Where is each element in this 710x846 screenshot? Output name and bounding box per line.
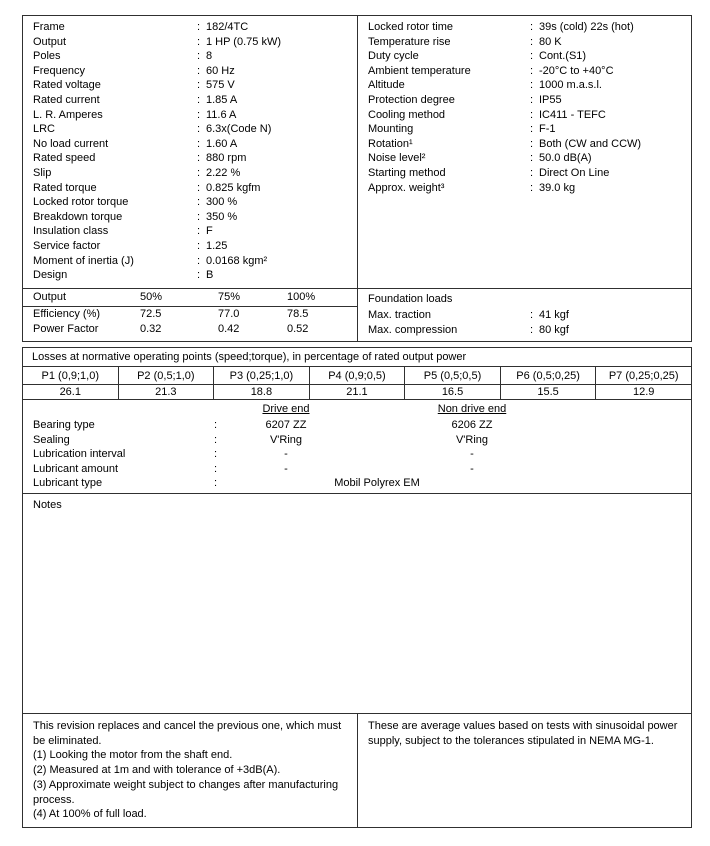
colon: :: [530, 79, 534, 92]
spec-row-lr-amperes: [33, 108, 357, 123]
spec-value: Both (CW and CCW): [539, 137, 642, 150]
spec-row-rated-voltage: [33, 78, 357, 93]
row-label: Sealing: [33, 433, 70, 446]
footer-notes-section: [22, 713, 692, 828]
spec-row-protection-degree: [368, 93, 691, 108]
colon: :: [530, 123, 534, 136]
foundation-loads-title: Foundation loads: [368, 293, 453, 305]
spec-value: 1000 m.a.s.l.: [539, 79, 602, 92]
colon: :: [530, 181, 534, 194]
lubrication-interval-nondrive: -: [470, 448, 474, 461]
performance-foundation-section: [22, 288, 692, 342]
efficiency-row: [23, 307, 357, 322]
spacer: [33, 402, 214, 418]
colon: :: [214, 477, 218, 490]
colon: :: [197, 79, 201, 92]
row-label: Lubrication interval: [33, 448, 126, 461]
spec-row-frame: [33, 20, 357, 35]
row-label: Power Factor: [33, 322, 99, 335]
spec-row-starting-method: [368, 166, 691, 181]
spec-row-cooling-method: [368, 108, 691, 123]
spec-label: Rotation¹: [368, 137, 413, 150]
losses-value-p1: 26.1: [23, 385, 119, 400]
bearing-type-nondrive: 6206 ZZ: [451, 419, 493, 431]
sealing-nondrive: V'Ring: [455, 433, 489, 446]
specs-left-column: [23, 16, 358, 288]
losses-value-p5: 16.5: [405, 385, 501, 400]
footnote-1: (1) Looking the motor from the shaft end.: [33, 749, 233, 762]
lubricant-type-value: Mobil Polyrex EM: [334, 477, 420, 490]
spec-value: 39s (cold) 22s (hot): [539, 21, 634, 33]
losses-value-p6: 15.5: [500, 385, 596, 400]
footnote-2: (2) Measured at 1m and with tolerance of +3dB(A).: [33, 764, 281, 777]
notes-title: Notes: [33, 499, 62, 511]
spec-value: 0.0168 kgm²: [206, 254, 268, 267]
colon: :: [197, 239, 201, 252]
spec-label: Duty cycle: [368, 50, 419, 63]
spec-label: Moment of inertia (J): [33, 254, 134, 267]
efficiency-50: 72.5: [140, 308, 162, 320]
colon: :: [197, 21, 201, 33]
losses-table: [22, 347, 692, 400]
colon: :: [214, 448, 218, 461]
losses-values-row: [23, 385, 692, 400]
spec-label: Starting method: [368, 166, 446, 179]
spec-label: Approx. weight³: [368, 181, 445, 194]
spec-value: 182/4TC: [206, 21, 249, 33]
drive-end-header: Drive end: [262, 403, 310, 415]
spacer: [608, 433, 691, 448]
lubrication-interval-row: [33, 447, 691, 462]
spec-value: 1.60 A: [206, 137, 238, 150]
spec-value: 300 %: [206, 196, 238, 209]
losses-header-p1: P1 (0,9;1,0): [23, 367, 119, 385]
spec-value: IP55: [539, 93, 562, 106]
spacer: [608, 402, 691, 418]
bearing-type-row: [33, 418, 691, 433]
spec-row-temperature-rise: [368, 35, 691, 50]
spec-row-poles: [33, 49, 357, 64]
lubricant-type-row: [33, 476, 691, 491]
spec-label: L. R. Amperes: [33, 108, 103, 121]
colon: :: [530, 64, 534, 77]
row-label: Lubricant type: [33, 477, 103, 490]
spec-value: -20°C to +40°C: [539, 64, 614, 77]
spec-value: 1 HP (0.75 kW): [206, 35, 281, 48]
losses-value-p4: 21.1: [309, 385, 405, 400]
spec-value: IC411 - TEFC: [539, 108, 606, 121]
spec-row-insulation-class: [33, 224, 357, 239]
colon: :: [214, 419, 218, 431]
performance-header-100: 100%: [287, 291, 316, 303]
row-label: Lubricant amount: [33, 462, 118, 475]
bearings-header-row: [33, 402, 691, 418]
losses-header-p6: P6 (0,5;0,25): [500, 367, 596, 385]
colon: :: [197, 64, 201, 77]
spec-value: 50.0 dB(A): [539, 152, 592, 165]
spec-value: Cont.(S1): [539, 50, 587, 63]
colon: :: [197, 123, 201, 136]
colon: :: [197, 210, 201, 223]
colon: :: [197, 196, 201, 209]
spec-row-no-load-current: [33, 137, 357, 152]
spec-row-mounting: [368, 122, 691, 137]
lubricant-amount-nondrive: -: [470, 462, 474, 475]
spec-value: 350 %: [206, 210, 238, 223]
spacer: [214, 402, 236, 418]
spec-row-approx-weight: [368, 181, 691, 196]
colon: :: [197, 108, 201, 121]
colon: :: [197, 225, 201, 238]
power-factor-row: [23, 322, 357, 337]
colon: :: [197, 181, 201, 194]
row-label: Efficiency (%): [33, 308, 101, 320]
spacer: [608, 447, 691, 462]
spec-row-moment-of-inertia: [33, 254, 357, 269]
spec-row-rated-speed: [33, 151, 357, 166]
colon: :: [530, 108, 534, 121]
spec-label: Rated current: [33, 93, 100, 106]
spec-label: Frame: [33, 21, 65, 33]
spec-label: Breakdown torque: [33, 210, 123, 223]
power-factor-50: 0.32: [140, 322, 162, 335]
losses-header-p4: P4 (0,9;0,5): [309, 367, 405, 385]
spec-row-rated-current: [33, 93, 357, 108]
spec-value: 1.25: [206, 239, 228, 252]
spec-row-locked-rotor-time: [368, 20, 691, 35]
spec-label: No load current: [33, 137, 109, 150]
colon: :: [197, 137, 201, 150]
efficiency-100: 78.5: [287, 308, 309, 320]
lubricant-amount-row: [33, 462, 691, 477]
losses-header-p5: P5 (0,5;0,5): [405, 367, 501, 385]
spec-row-locked-rotor-torque: [33, 195, 357, 210]
colon: :: [197, 50, 201, 63]
spec-label: Rated torque: [33, 181, 97, 194]
spec-label: Mounting: [368, 123, 414, 136]
losses-title-row: [23, 348, 692, 367]
power-factor-75: 0.42: [218, 322, 240, 335]
row-value: 80 kgf: [539, 323, 569, 336]
tolerance-note: These are average values based on tests with sinusoidal power supply, subject to the tolerances stipulated in NEMA MG-1.: [368, 720, 678, 747]
spec-label: Locked rotor time: [368, 21, 453, 33]
colon: :: [530, 21, 534, 33]
spec-label: Rated speed: [33, 152, 96, 165]
spec-value: F-1: [539, 123, 556, 136]
spec-label: Cooling method: [368, 108, 446, 121]
spec-value: 60 Hz: [206, 64, 235, 77]
spec-row-output: [33, 35, 357, 50]
losses-value-p3: 18.8: [214, 385, 310, 400]
spec-value: 880 rpm: [206, 152, 247, 165]
lubricant-amount-drive: -: [284, 462, 288, 475]
spec-label: Poles: [33, 50, 61, 63]
footer-left-notes: [23, 714, 358, 827]
colon: :: [197, 93, 201, 106]
losses-header-p3: P3 (0,25;1,0): [214, 367, 310, 385]
spec-row-lrc: [33, 122, 357, 137]
spec-value: Direct On Line: [539, 166, 610, 179]
power-factor-100: 0.52: [287, 322, 309, 335]
spec-value: B: [206, 269, 214, 282]
spec-label: LRC: [33, 123, 56, 136]
losses-header-p2: P2 (0,5;1,0): [118, 367, 214, 385]
losses-header-p7: P7 (0,25;0,25): [596, 367, 692, 385]
performance-header-row: [23, 289, 357, 307]
row-label: Max. compression: [368, 323, 458, 336]
spacer: [608, 462, 691, 477]
colon: :: [197, 254, 201, 267]
spec-label: Ambient temperature: [368, 64, 471, 77]
spec-label: Temperature rise: [368, 35, 451, 48]
spec-row-design: [33, 268, 357, 283]
lubrication-interval-drive: -: [284, 448, 288, 461]
performance-header-label: Output: [33, 291, 67, 303]
colon: :: [530, 323, 534, 336]
spacer: [608, 476, 691, 491]
non-drive-end-header: Non drive end: [437, 403, 507, 415]
colon: :: [530, 50, 534, 63]
notes-section: [22, 493, 692, 714]
colon: :: [530, 152, 534, 165]
sealing-drive: V'Ring: [269, 433, 303, 446]
footer-right-note: [358, 714, 691, 827]
performance-header-50: 50%: [140, 291, 163, 303]
spec-label: Design: [33, 269, 68, 282]
spec-row-service-factor: [33, 239, 357, 254]
spec-row-altitude: [368, 78, 691, 93]
spec-row-frequency: [33, 64, 357, 79]
spec-label: Output: [33, 35, 67, 48]
spec-value: 80 K: [539, 35, 562, 48]
spec-value: F: [206, 225, 213, 238]
colon: :: [530, 137, 534, 150]
spec-value: 2.22 %: [206, 166, 241, 179]
colon: :: [197, 35, 201, 48]
colon: :: [197, 166, 201, 179]
colon: :: [214, 433, 218, 446]
spec-row-rotation: [368, 137, 691, 152]
sealing-row: [33, 433, 691, 448]
performance-table: [23, 289, 358, 341]
spec-row-rated-torque: [33, 181, 357, 196]
row-label: Bearing type: [33, 419, 95, 431]
row-label: Max. traction: [368, 309, 431, 321]
spec-value: 1.85 A: [206, 93, 238, 106]
spec-value: 11.6 A: [206, 108, 237, 121]
spec-label: Frequency: [33, 64, 85, 77]
colon: :: [197, 269, 201, 282]
losses-value-p2: 21.3: [118, 385, 214, 400]
colon: :: [530, 309, 534, 321]
foundation-loads: [358, 289, 691, 341]
colon: :: [530, 35, 534, 48]
bearings-section: [22, 399, 692, 494]
spec-row-breakdown-torque: [33, 210, 357, 225]
efficiency-75: 77.0: [218, 308, 240, 320]
performance-header-75: 75%: [218, 291, 241, 303]
spec-row-slip: [33, 166, 357, 181]
spec-row-duty-cycle: [368, 49, 691, 64]
spec-label: Rated voltage: [33, 79, 101, 92]
colon: :: [197, 152, 201, 165]
losses-value-p7: 12.9: [596, 385, 692, 400]
spec-value: 0.825 kgfm: [206, 181, 261, 194]
spec-label: Slip: [33, 166, 52, 179]
colon: :: [530, 93, 534, 106]
spec-label: Service factor: [33, 239, 101, 252]
spec-label: Locked rotor torque: [33, 196, 129, 209]
spec-row-noise-level: [368, 151, 691, 166]
footnote-4: (4) At 100% of full load.: [33, 808, 147, 821]
bearing-type-drive: 6207 ZZ: [265, 419, 307, 431]
spec-value: 8: [206, 50, 213, 63]
colon: :: [214, 462, 218, 475]
spec-row-ambient-temperature: [368, 64, 691, 79]
row-value: 41 kgf: [539, 309, 569, 321]
spacer: [608, 418, 691, 433]
spec-label: Insulation class: [33, 225, 109, 238]
spec-value: 6.3x(Code N): [206, 123, 272, 136]
footnote-3: (3) Approximate weight subject to changes after manufacturing process.: [33, 778, 339, 806]
max-traction-row: [368, 308, 691, 323]
colon: :: [530, 166, 534, 179]
spec-label: Protection degree: [368, 93, 455, 106]
specs-right-column: [358, 16, 691, 288]
spec-value: 575 V: [206, 79, 235, 92]
spec-value: 39.0 kg: [539, 181, 576, 194]
losses-header-row: [23, 367, 692, 385]
specs-section: [22, 15, 692, 289]
revision-note: This revision replaces and cancel the previous one, which must be eliminated.: [33, 720, 342, 747]
spec-label: Noise level²: [368, 152, 426, 165]
max-compression-row: [368, 323, 691, 338]
spec-label: Altitude: [368, 79, 405, 92]
losses-title: Losses at normative operating points (speed;torque), in percentage of rated output power: [23, 348, 692, 367]
